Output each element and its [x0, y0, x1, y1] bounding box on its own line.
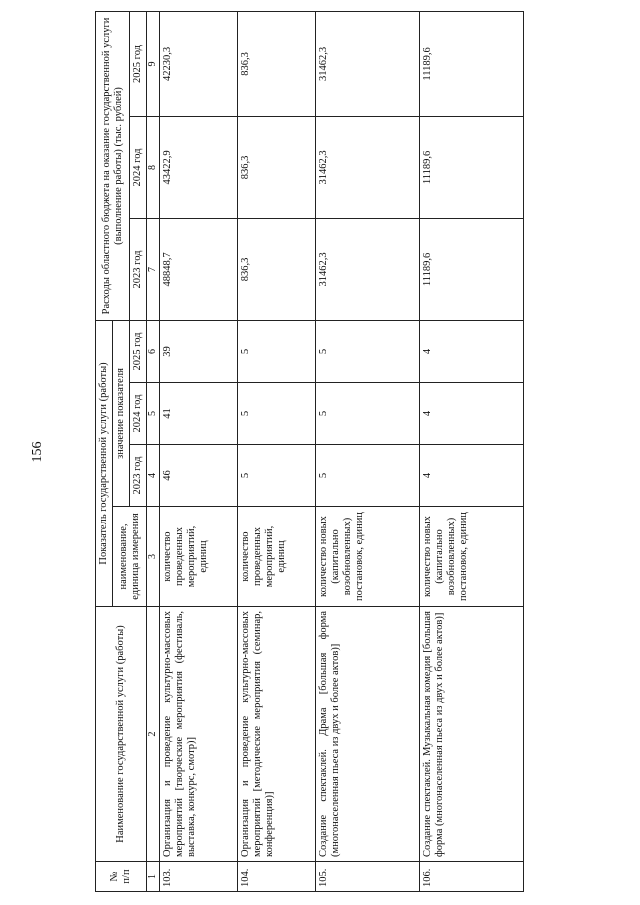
budget-2023: 48848,7 — [159, 218, 237, 320]
value-2023: 5 — [315, 445, 419, 507]
value-2024: 5 — [315, 383, 419, 445]
table-row — [419, 11, 523, 891]
document-page — [95, 12, 585, 892]
col-number: 4 — [147, 445, 160, 507]
service-name: Создание спектаклей. Музыкальная комедия [большая форма (многонаселенная пьеса из двух и более актов)] — [419, 607, 523, 862]
row-number: 103. — [159, 862, 237, 892]
service-name: Создание спектаклей. Драма [большая форма (многонаселенная пьеса из двух и более актов)] — [315, 607, 419, 862]
budget-2024: 31462,3 — [315, 116, 419, 218]
value-2025: 39 — [159, 320, 237, 382]
header-budget-2023: 2023 год — [130, 218, 147, 320]
row-number: 104. — [237, 862, 315, 892]
value-2024: 5 — [237, 383, 315, 445]
table-row — [159, 11, 237, 891]
col-number: 7 — [147, 218, 160, 320]
col-number: 5 — [147, 383, 160, 445]
value-2025: 5 — [315, 320, 419, 382]
indicator-unit: количество новых (капитально возобновленных) постановок, единиц — [315, 507, 419, 607]
col-number: 1 — [147, 862, 160, 892]
indicator-unit: количество проведенных мероприятий, единиц — [237, 507, 315, 607]
page-number: 156 — [30, 441, 45, 463]
header-indicator-group: Показатель государственной услуги (работы) — [96, 320, 113, 606]
row-number: 106. — [419, 862, 523, 892]
col-number: 3 — [147, 507, 160, 607]
value-2024: 4 — [419, 383, 523, 445]
value-2023: 5 — [237, 445, 315, 507]
budget-2025: 31462,3 — [315, 11, 419, 116]
col-number: 8 — [147, 116, 160, 218]
header-value-2025: 2025 год — [130, 320, 147, 382]
table-row — [315, 11, 419, 891]
col-number: 9 — [147, 11, 160, 116]
indicator-unit: количество новых (капитально возобновленных) постановок, единиц — [419, 507, 523, 607]
budget-2023: 836,3 — [237, 218, 315, 320]
value-2025: 4 — [419, 320, 523, 382]
table-row — [237, 11, 315, 891]
budget-2025: 42230,3 — [159, 11, 237, 116]
header-budget-group: Расходы областного бюджета на оказание государственной услуги (выполнение работы) (тыс. рублей) — [96, 11, 130, 320]
budget-2025: 836,3 — [237, 11, 315, 116]
col-number: 2 — [147, 607, 160, 862]
budget-2024: 836,3 — [237, 116, 315, 218]
budget-2024: 11189,6 — [419, 116, 523, 218]
value-2023: 46 — [159, 445, 237, 507]
header-no: № п/п — [96, 862, 147, 892]
value-2023: 4 — [419, 445, 523, 507]
value-2025: 5 — [237, 320, 315, 382]
header-value-2024: 2024 год — [130, 383, 147, 445]
service-name: Организация и проведение культурно-массовых мероприятий [методические мероприятия (семинар, конференция)] — [237, 607, 315, 862]
header-unit: наименование, единица измерения — [113, 507, 147, 607]
header-service-name: Наименование государственной услуги (работы) — [96, 607, 147, 862]
table-rotated-container — [95, 12, 585, 892]
services-table — [95, 11, 524, 892]
header-value-2023: 2023 год — [130, 445, 147, 507]
service-name: Организация и проведение культурно-массовых мероприятий [творческие мероприятия (фестиваль, выставка, конкурс, смотр)] — [159, 607, 237, 862]
budget-2023: 31462,3 — [315, 218, 419, 320]
col-number: 6 — [147, 320, 160, 382]
header-value-group: значение показателя — [113, 320, 130, 506]
row-number: 105. — [315, 862, 419, 892]
header-budget-2025: 2025 год — [130, 11, 147, 116]
header-budget-2024: 2024 год — [130, 116, 147, 218]
column-number-row — [147, 11, 160, 891]
budget-2025: 11189,6 — [419, 11, 523, 116]
budget-2024: 43422,9 — [159, 116, 237, 218]
value-2024: 41 — [159, 383, 237, 445]
indicator-unit: количество проведенных мероприятий, единиц — [159, 507, 237, 607]
budget-2023: 11189,6 — [419, 218, 523, 320]
